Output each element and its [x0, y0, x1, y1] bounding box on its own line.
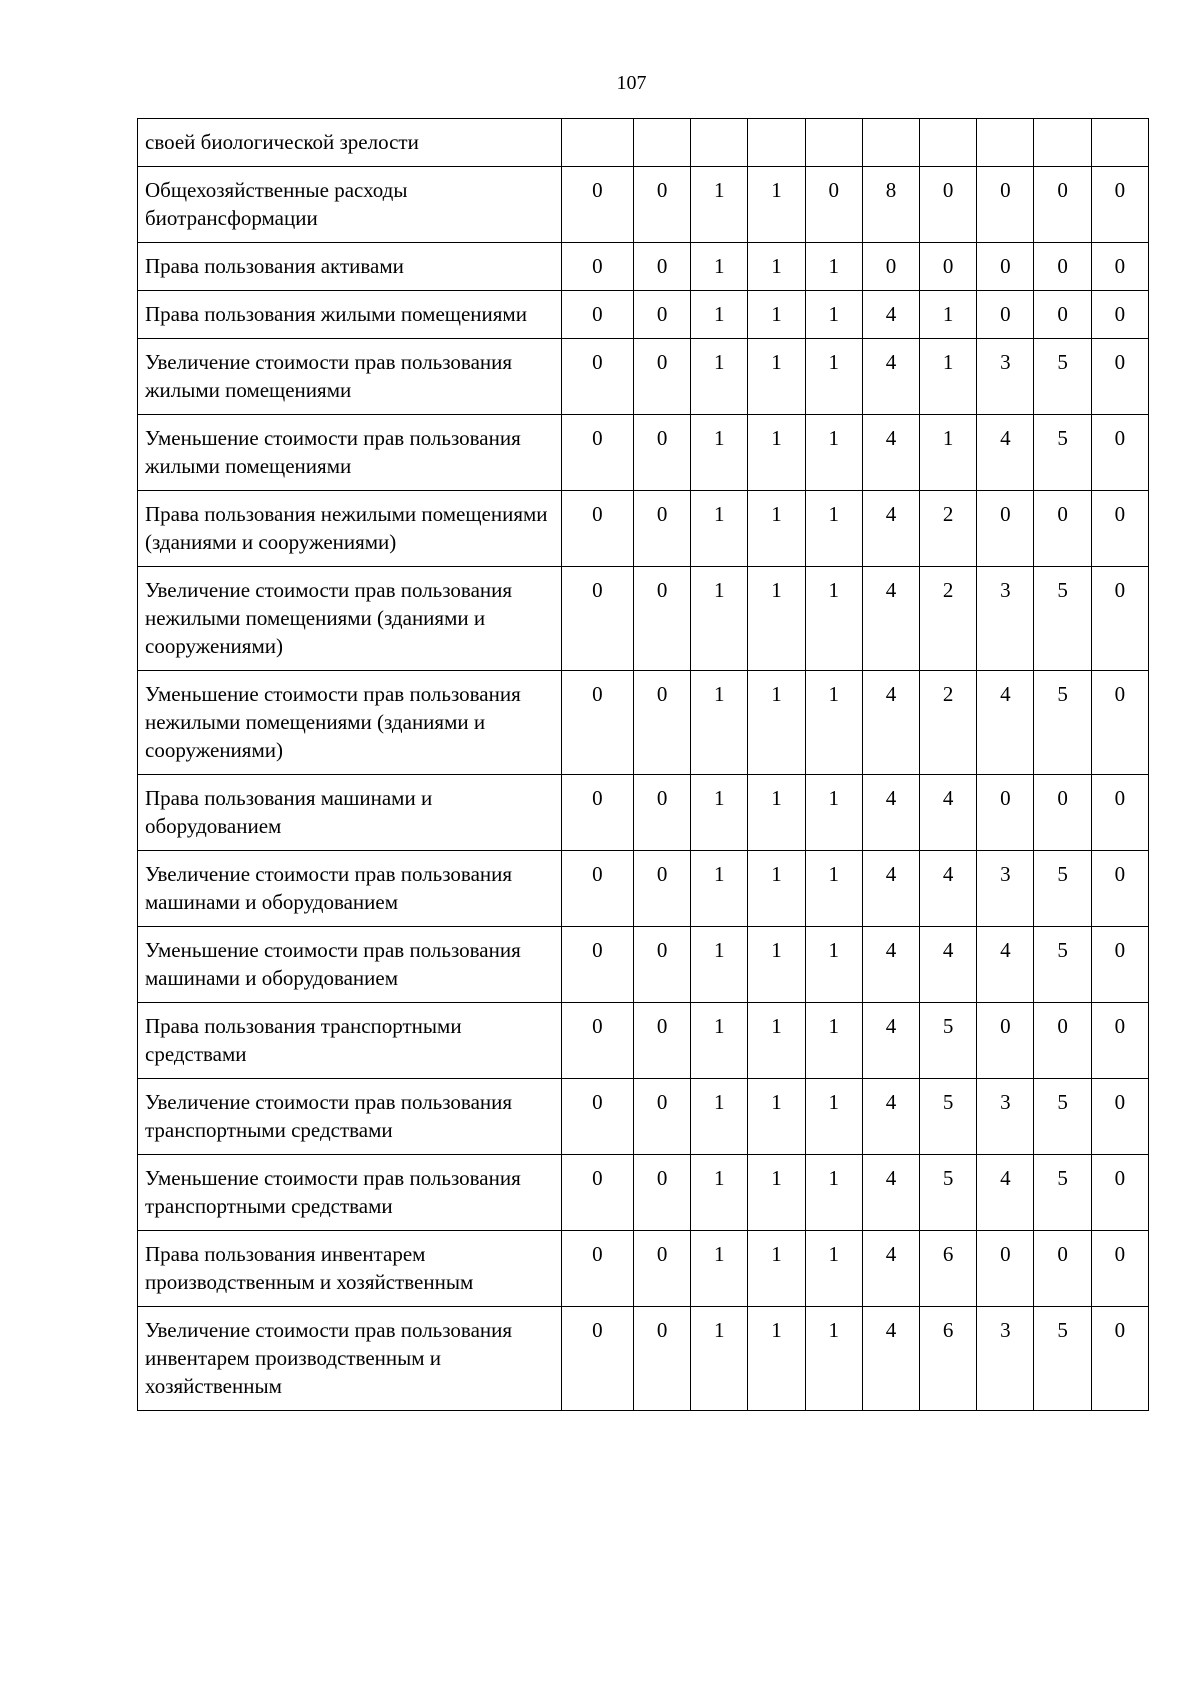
code-digit-cell: 1 — [805, 671, 862, 775]
code-digit-cell: 1 — [691, 671, 748, 775]
code-digit-cell: 0 — [633, 291, 690, 339]
code-digit-cell — [805, 119, 862, 167]
code-digit-cell: 1 — [805, 339, 862, 415]
code-digit-cell: 0 — [977, 243, 1034, 291]
code-digit-cell: 0 — [1091, 671, 1148, 775]
code-digit-cell: 3 — [977, 339, 1034, 415]
code-digit-cell: 0 — [977, 491, 1034, 567]
code-digit-cell: 4 — [920, 851, 977, 927]
code-digit-cell: 1 — [748, 927, 805, 1003]
table-row — [138, 671, 1149, 775]
code-digit-cell: 1 — [691, 927, 748, 1003]
code-digit-cell: 4 — [977, 1155, 1034, 1231]
code-digit-cell: 1 — [748, 1231, 805, 1307]
row-name-cell: Права пользования нежилыми помещениями (зданиями и сооружениями) — [138, 491, 562, 567]
table-row — [138, 567, 1149, 671]
code-digit-cell: 1 — [691, 167, 748, 243]
code-digit-cell: 0 — [633, 243, 690, 291]
code-digit-cell: 1 — [805, 491, 862, 567]
code-digit-cell: 1 — [691, 339, 748, 415]
code-digit-cell: 1 — [691, 415, 748, 491]
code-digit-cell: 5 — [1034, 415, 1091, 491]
table-row — [138, 851, 1149, 927]
code-digit-cell: 0 — [561, 1155, 633, 1231]
code-digit-cell: 1 — [691, 491, 748, 567]
code-digit-cell: 1 — [920, 291, 977, 339]
code-digit-cell: 0 — [633, 1079, 690, 1155]
code-digit-cell: 1 — [748, 415, 805, 491]
code-digit-cell: 0 — [561, 1307, 633, 1411]
code-digit-cell: 0 — [633, 671, 690, 775]
code-digit-cell: 1 — [691, 775, 748, 851]
row-name-cell: Права пользования транспортными средствами — [138, 1003, 562, 1079]
code-digit-cell: 1 — [691, 1307, 748, 1411]
code-digit-cell: 4 — [862, 1307, 919, 1411]
code-digit-cell: 1 — [748, 1307, 805, 1411]
code-digit-cell: 0 — [633, 851, 690, 927]
code-digit-cell: 5 — [1034, 567, 1091, 671]
code-digit-cell: 0 — [633, 567, 690, 671]
code-digit-cell — [977, 119, 1034, 167]
table-row — [138, 1003, 1149, 1079]
row-name-cell: Права пользования машинами и оборудованием — [138, 775, 562, 851]
code-digit-cell: 5 — [1034, 1155, 1091, 1231]
code-digit-cell — [748, 119, 805, 167]
code-digit-cell: 0 — [1091, 167, 1148, 243]
code-digit-cell: 0 — [633, 927, 690, 1003]
code-digit-cell: 0 — [1034, 775, 1091, 851]
code-digit-cell: 4 — [862, 415, 919, 491]
code-digit-cell: 0 — [561, 671, 633, 775]
code-digit-cell: 1 — [805, 1079, 862, 1155]
code-digit-cell: 5 — [920, 1079, 977, 1155]
code-digit-cell: 0 — [1091, 243, 1148, 291]
table-row — [138, 927, 1149, 1003]
code-digit-cell: 0 — [1091, 339, 1148, 415]
code-digit-cell: 1 — [748, 671, 805, 775]
code-digit-cell: 4 — [862, 339, 919, 415]
code-digit-cell: 0 — [633, 1307, 690, 1411]
table-row — [138, 291, 1149, 339]
code-digit-cell: 5 — [1034, 1079, 1091, 1155]
row-name-cell: Права пользования инвентарем производственным и хозяйственным — [138, 1231, 562, 1307]
code-digit-cell: 4 — [862, 775, 919, 851]
table-row — [138, 339, 1149, 415]
code-digit-cell: 1 — [691, 291, 748, 339]
row-name-cell: Уменьшение стоимости прав пользования жилыми помещениями — [138, 415, 562, 491]
table-row — [138, 243, 1149, 291]
code-digit-cell: 0 — [1091, 1155, 1148, 1231]
row-name-cell: Увеличение стоимости прав пользования нежилыми помещениями (зданиями и сооружениями) — [138, 567, 562, 671]
account-codes-table — [137, 118, 1149, 1411]
code-digit-cell: 1 — [748, 167, 805, 243]
code-digit-cell: 0 — [1034, 491, 1091, 567]
code-digit-cell: 0 — [633, 1003, 690, 1079]
code-digit-cell: 5 — [920, 1155, 977, 1231]
code-digit-cell: 0 — [920, 167, 977, 243]
code-digit-cell: 0 — [977, 1231, 1034, 1307]
code-digit-cell — [561, 119, 633, 167]
table-row — [138, 167, 1149, 243]
code-digit-cell: 0 — [561, 851, 633, 927]
code-digit-cell: 1 — [920, 415, 977, 491]
row-name-cell: своей биологической зрелости — [138, 119, 562, 167]
code-digit-cell: 4 — [862, 851, 919, 927]
code-digit-cell: 0 — [1091, 1307, 1148, 1411]
code-digit-cell: 0 — [561, 291, 633, 339]
code-digit-cell: 0 — [805, 167, 862, 243]
code-digit-cell: 0 — [1034, 1003, 1091, 1079]
code-digit-cell: 0 — [561, 167, 633, 243]
row-name-cell: Увеличение стоимости прав пользования инвентарем производственным и хозяйственным — [138, 1307, 562, 1411]
code-digit-cell — [633, 119, 690, 167]
code-digit-cell: 0 — [1091, 1003, 1148, 1079]
code-digit-cell: 1 — [748, 243, 805, 291]
code-digit-cell: 0 — [1091, 1079, 1148, 1155]
code-digit-cell: 1 — [805, 243, 862, 291]
code-digit-cell: 4 — [977, 671, 1034, 775]
code-digit-cell: 4 — [862, 567, 919, 671]
code-digit-cell: 0 — [561, 1231, 633, 1307]
code-digit-cell: 0 — [561, 339, 633, 415]
row-name-cell: Общехозяйственные расходы биотрансформации — [138, 167, 562, 243]
code-digit-cell: 1 — [805, 291, 862, 339]
code-digit-cell — [862, 119, 919, 167]
code-digit-cell: 1 — [691, 1003, 748, 1079]
code-digit-cell: 5 — [1034, 927, 1091, 1003]
code-digit-cell: 0 — [1091, 291, 1148, 339]
code-digit-cell: 6 — [920, 1307, 977, 1411]
code-digit-cell: 8 — [862, 167, 919, 243]
code-digit-cell: 3 — [977, 1307, 1034, 1411]
row-name-cell: Уменьшение стоимости прав пользования машинами и оборудованием — [138, 927, 562, 1003]
code-digit-cell: 0 — [1091, 851, 1148, 927]
row-name-cell: Увеличение стоимости прав пользования жилыми помещениями — [138, 339, 562, 415]
code-digit-cell: 4 — [920, 927, 977, 1003]
code-digit-cell: 3 — [977, 567, 1034, 671]
table-row — [138, 1231, 1149, 1307]
code-digit-cell: 0 — [633, 415, 690, 491]
table-row — [138, 1079, 1149, 1155]
code-digit-cell: 0 — [1091, 415, 1148, 491]
code-digit-cell: 0 — [1034, 167, 1091, 243]
code-digit-cell: 0 — [920, 243, 977, 291]
code-digit-cell: 4 — [862, 671, 919, 775]
code-digit-cell: 1 — [691, 851, 748, 927]
code-digit-cell: 1 — [691, 1079, 748, 1155]
code-digit-cell: 0 — [1091, 1231, 1148, 1307]
code-digit-cell: 1 — [748, 491, 805, 567]
code-digit-cell: 1 — [805, 851, 862, 927]
code-digit-cell: 0 — [561, 1003, 633, 1079]
code-digit-cell: 1 — [748, 1003, 805, 1079]
code-digit-cell: 4 — [977, 415, 1034, 491]
code-digit-cell: 0 — [1034, 1231, 1091, 1307]
code-digit-cell: 1 — [691, 1155, 748, 1231]
code-digit-cell — [1091, 119, 1148, 167]
row-name-cell: Права пользования жилыми помещениями — [138, 291, 562, 339]
code-digit-cell: 1 — [805, 1003, 862, 1079]
row-name-cell: Уменьшение стоимости прав пользования транспортными средствами — [138, 1155, 562, 1231]
code-digit-cell: 4 — [862, 1003, 919, 1079]
code-digit-cell: 4 — [977, 927, 1034, 1003]
code-digit-cell: 0 — [977, 1003, 1034, 1079]
code-digit-cell: 0 — [1034, 291, 1091, 339]
code-digit-cell: 4 — [920, 775, 977, 851]
code-digit-cell: 1 — [805, 415, 862, 491]
code-digit-cell: 1 — [691, 243, 748, 291]
table-row — [138, 415, 1149, 491]
code-digit-cell: 5 — [1034, 339, 1091, 415]
row-name-cell: Увеличение стоимости прав пользования машинами и оборудованием — [138, 851, 562, 927]
code-digit-cell: 0 — [633, 1231, 690, 1307]
code-digit-cell: 0 — [977, 775, 1034, 851]
code-digit-cell — [1034, 119, 1091, 167]
code-digit-cell: 1 — [920, 339, 977, 415]
code-digit-cell: 3 — [977, 1079, 1034, 1155]
code-digit-cell: 1 — [805, 1155, 862, 1231]
code-digit-cell: 0 — [633, 775, 690, 851]
code-digit-cell: 4 — [862, 491, 919, 567]
table-body — [138, 119, 1149, 1411]
table-row — [138, 491, 1149, 567]
code-digit-cell: 0 — [1091, 567, 1148, 671]
code-digit-cell: 0 — [561, 567, 633, 671]
code-digit-cell: 0 — [561, 415, 633, 491]
code-digit-cell — [920, 119, 977, 167]
code-digit-cell: 2 — [920, 491, 977, 567]
code-digit-cell: 0 — [1034, 243, 1091, 291]
code-digit-cell: 1 — [748, 1079, 805, 1155]
code-digit-cell: 2 — [920, 567, 977, 671]
table-row — [138, 119, 1149, 167]
row-name-cell: Увеличение стоимости прав пользования транспортными средствами — [138, 1079, 562, 1155]
code-digit-cell: 0 — [1091, 927, 1148, 1003]
code-digit-cell: 0 — [1091, 775, 1148, 851]
code-digit-cell: 1 — [805, 1307, 862, 1411]
code-digit-cell: 1 — [805, 1231, 862, 1307]
code-digit-cell — [691, 119, 748, 167]
code-digit-cell: 0 — [561, 927, 633, 1003]
code-digit-cell: 0 — [561, 243, 633, 291]
code-digit-cell: 1 — [805, 927, 862, 1003]
code-digit-cell: 4 — [862, 1155, 919, 1231]
table-row — [138, 1307, 1149, 1411]
code-digit-cell: 0 — [633, 339, 690, 415]
code-digit-cell: 1 — [748, 567, 805, 671]
code-digit-cell: 1 — [748, 291, 805, 339]
code-digit-cell: 0 — [561, 775, 633, 851]
code-digit-cell: 1 — [748, 1155, 805, 1231]
table-row — [138, 775, 1149, 851]
code-digit-cell: 5 — [1034, 851, 1091, 927]
code-digit-cell: 1 — [691, 1231, 748, 1307]
code-digit-cell: 1 — [748, 851, 805, 927]
code-digit-cell: 4 — [862, 927, 919, 1003]
page-number: 107 — [616, 72, 647, 94]
code-digit-cell: 0 — [561, 491, 633, 567]
code-digit-cell: 1 — [748, 775, 805, 851]
code-digit-cell: 0 — [862, 243, 919, 291]
code-digit-cell: 1 — [748, 339, 805, 415]
code-digit-cell: 6 — [920, 1231, 977, 1307]
code-digit-cell: 1 — [691, 567, 748, 671]
code-digit-cell: 0 — [633, 167, 690, 243]
code-digit-cell: 4 — [862, 291, 919, 339]
code-digit-cell: 0 — [977, 291, 1034, 339]
code-digit-cell: 5 — [920, 1003, 977, 1079]
row-name-cell: Права пользования активами — [138, 243, 562, 291]
code-digit-cell: 0 — [1091, 491, 1148, 567]
table-row — [138, 1155, 1149, 1231]
code-digit-cell: 0 — [633, 491, 690, 567]
code-digit-cell: 2 — [920, 671, 977, 775]
code-digit-cell: 3 — [977, 851, 1034, 927]
code-digit-cell: 1 — [805, 775, 862, 851]
code-digit-cell: 4 — [862, 1231, 919, 1307]
code-digit-cell: 0 — [977, 167, 1034, 243]
code-digit-cell: 5 — [1034, 1307, 1091, 1411]
code-digit-cell: 1 — [805, 567, 862, 671]
row-name-cell: Уменьшение стоимости прав пользования нежилыми помещениями (зданиями и сооружениями) — [138, 671, 562, 775]
code-digit-cell: 5 — [1034, 671, 1091, 775]
code-digit-cell: 0 — [561, 1079, 633, 1155]
code-digit-cell: 0 — [633, 1155, 690, 1231]
code-digit-cell: 4 — [862, 1079, 919, 1155]
